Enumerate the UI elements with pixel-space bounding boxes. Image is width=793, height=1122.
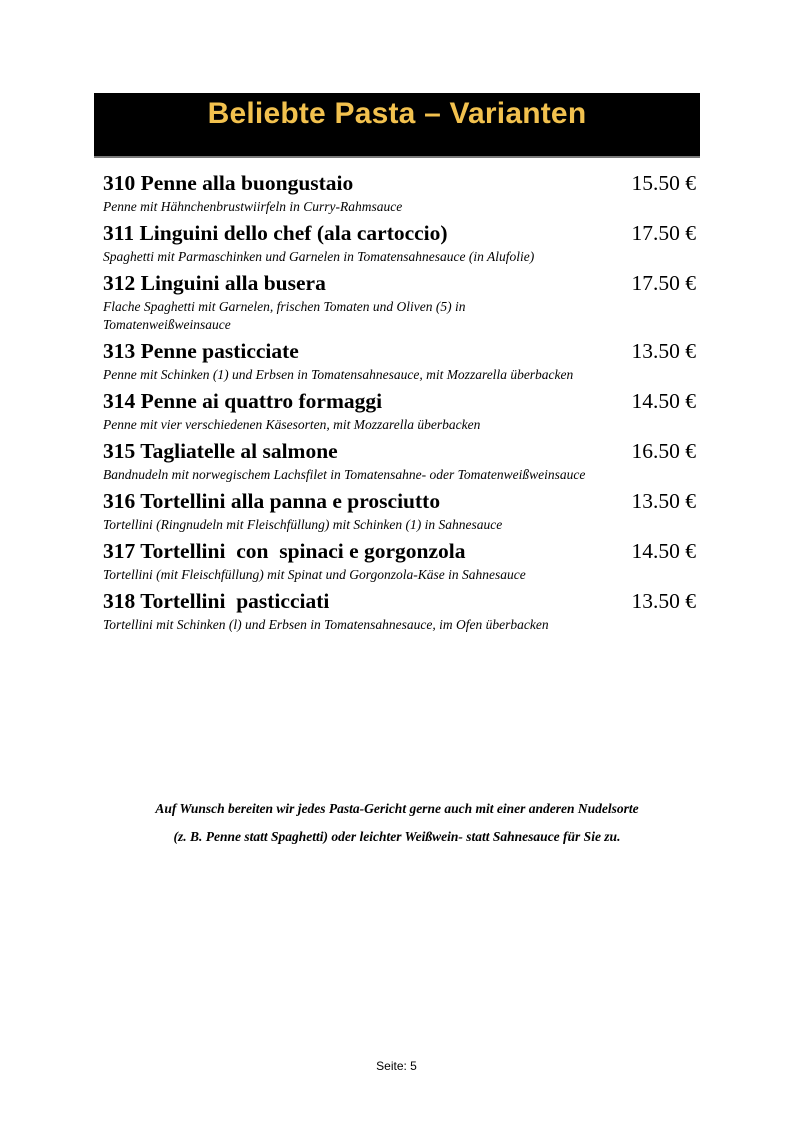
- menu-item: [103, 336, 696, 384]
- menu-item-price: 13.50 €: [631, 339, 696, 363]
- menu-item: [103, 486, 696, 534]
- menu-item: [103, 586, 696, 634]
- page-number: Seite: 5: [376, 1059, 417, 1073]
- section-title: Beliebte Pasta – Varianten: [207, 97, 587, 130]
- menu-item-name: 310 Penne alla buongustaio: [103, 171, 354, 195]
- menu-item-price: 17.50 €: [631, 221, 696, 245]
- menu-item-price: 13.50 €: [631, 589, 696, 613]
- menu-section-banner: [94, 93, 700, 158]
- menu-item-description: Bandnudeln mit norwegischem Lachsfilet in Tomatensahne- oder Tomatenweißweinsauce: [103, 467, 586, 482]
- menu-item-name: 312 Linguini alla busera: [103, 271, 326, 295]
- menu-item-list: [103, 168, 696, 636]
- menu-item: [103, 268, 696, 334]
- pasta-note: [94, 795, 700, 851]
- menu-item: [103, 436, 696, 484]
- menu-item-price: 14.50 €: [631, 389, 696, 413]
- menu-item-name: 315 Tagliatelle al salmone: [103, 439, 338, 463]
- menu-item-name: 318 Tortellini pasticciati: [103, 589, 330, 613]
- menu-item: [103, 218, 696, 266]
- menu-item: [103, 386, 696, 434]
- menu-item-price: 15.50 €: [631, 171, 696, 195]
- menu-item-description: Penne mit vier verschiedenen Käsesorten, mit Mozzarella überbacken: [103, 417, 481, 432]
- menu-item: [103, 168, 696, 216]
- menu-item-name: 314 Penne ai quattro formaggi: [103, 389, 383, 413]
- menu-item-name: 313 Penne pasticciate: [103, 339, 299, 363]
- menu-item-description: Tortellini mit Schinken (l) und Erbsen in Tomatensahnesauce, im Ofen überbacken: [103, 617, 549, 632]
- note-line: Auf Wunsch bereiten wir jedes Pasta-Gericht gerne auch mit einer anderen Nudelsorte: [155, 801, 639, 816]
- menu-item-name: 316 Tortellini alla panna e prosciutto: [103, 489, 441, 513]
- menu-item-description: Penne mit Schinken (1) und Erbsen in Tomatensahnesauce, mit Mozzarella überbacken: [103, 367, 574, 382]
- menu-item-description: Spaghetti mit Parmaschinken und Garnelen in Tomatensahnesauce (in Alufolie): [103, 249, 535, 264]
- menu-item-description: Flache Spaghetti mit Garnelen, frischen Tomaten und Oliven (5) in Tomatenweißweinsauce: [103, 299, 466, 332]
- menu-item-price: 16.50 €: [631, 439, 696, 463]
- menu-item-price: 14.50 €: [631, 539, 696, 563]
- menu-item-description: Tortellini (mit Fleischfüllung) mit Spinat und Gorgonzola-Käse in Sahnesauce: [103, 567, 526, 582]
- menu-item-name: 311 Linguini dello chef (ala cartoccio): [103, 221, 448, 245]
- menu-item-name: 317 Tortellini con spinaci e gorgonzola: [103, 539, 466, 563]
- menu-item: [103, 536, 696, 584]
- menu-item-price: 17.50 €: [631, 271, 696, 295]
- note-line: (z. B. Penne statt Spaghetti) oder leichter Weißwein- statt Sahnesauce für Sie zu.: [173, 829, 621, 844]
- menu-item-price: 13.50 €: [631, 489, 696, 513]
- menu-item-description: Penne mit Hähnchenbrustwiirfeln in Curry-Rahmsauce: [103, 199, 403, 214]
- menu-item-description: Tortellini (Ringnudeln mit Fleischfüllung) mit Schinken (1) in Sahnesauce: [103, 517, 503, 532]
